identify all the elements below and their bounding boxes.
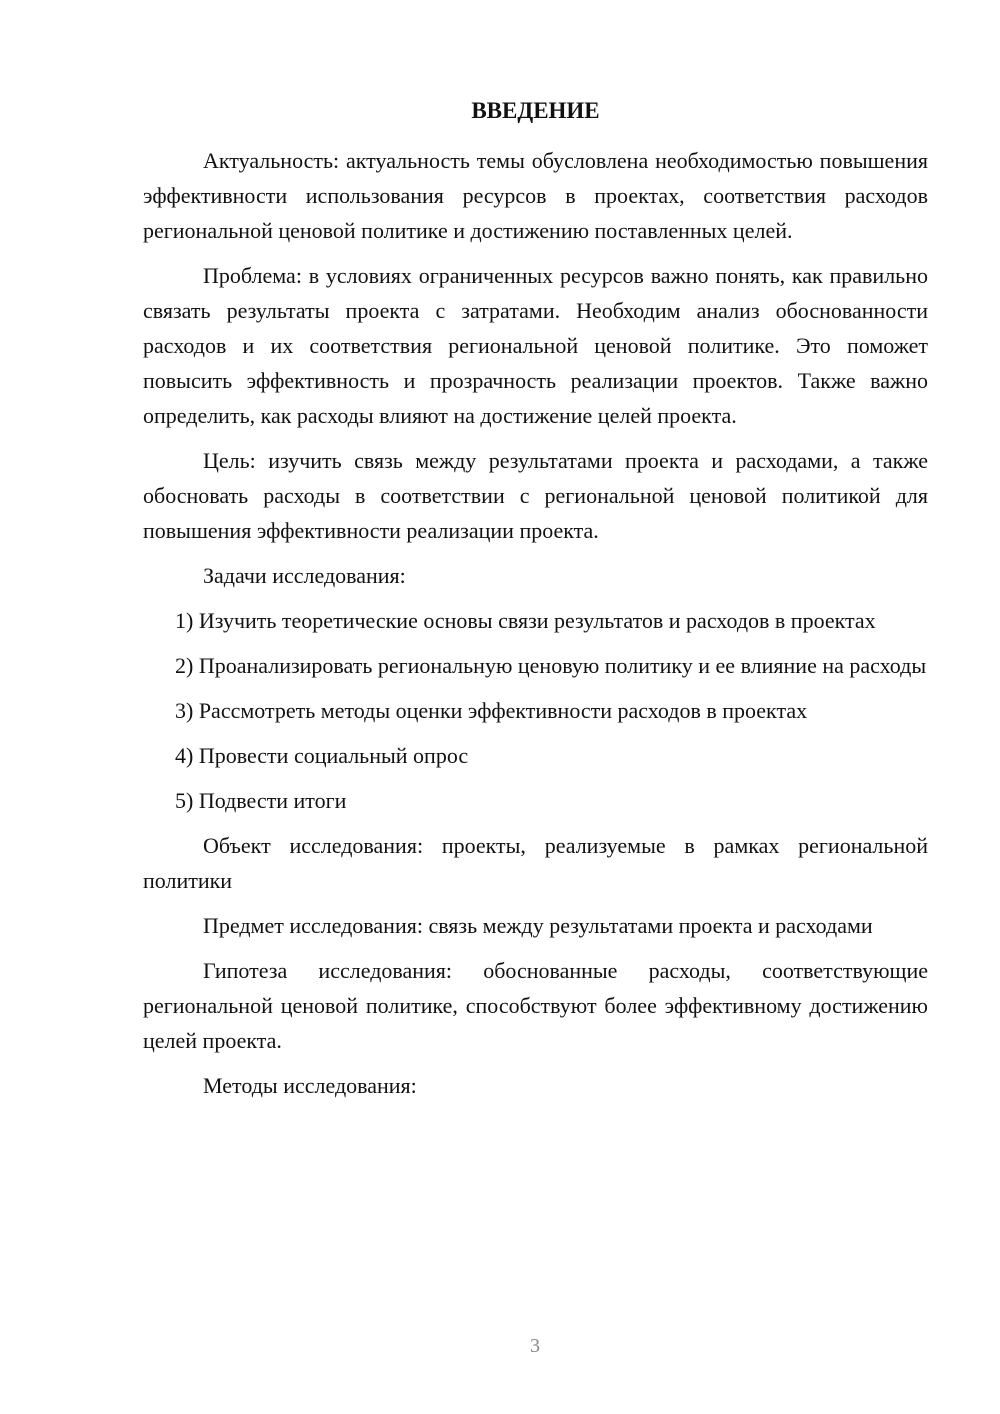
paragraph-problem: Проблема: в условиях ограниченных ресурсов важно понять, как правильно связать результаты проекта с затратами. Необходим анализ обоснованности расходов и их соответствия региональной ценовой политике. Это поможет повысить эффективность и прозрачность реализации проектов. Также важно определить, как расходы влияют на достижение целей проекта. (143, 263, 928, 428)
paragraph-methods-heading: Методы исследования: (203, 1073, 417, 1098)
page-number: 3 (530, 1335, 540, 1357)
paragraph-goal: Цель: изучить связь между результатами проекта и расходами, а также обосновать расходы в соответствии с региональной ценовой политикой для повышения эффективности реализации проекта. (143, 448, 928, 543)
task-item-4: 4) Провести социальный опрос (175, 743, 469, 768)
task-item-2: 2) Проанализировать региональную ценовую политику и ее влияние на расходы (175, 653, 927, 678)
task-item-1: 1) Изучить теоретические основы связи результатов и расходов в проектах (175, 608, 876, 633)
paragraph-hypothesis: Гипотеза исследования: обоснованные расходы, соответствующие региональной ценовой политике, способствуют более эффективному достижению целей проекта. (143, 958, 928, 1053)
task-item-5: 5) Подвести итоги (175, 788, 347, 813)
paragraph-relevance: Актуальность: актуальность темы обусловлена необходимостью повышения эффективности использования ресурсов в проектах, соответствия расходов региональной ценовой политике и достижению поставленных целей. (143, 148, 928, 243)
section-title: ВВЕДЕНИЕ (471, 98, 600, 123)
task-item-3: 3) Рассмотреть методы оценки эффективности расходов в проектах (175, 698, 808, 723)
document-page (143, 96, 928, 1113)
paragraph-subject: Предмет исследования: связь между результатами проекта и расходами (203, 913, 873, 938)
paragraph-tasks-heading: Задачи исследования: (203, 563, 406, 588)
paragraph-object: Объект исследования: проекты, реализуемые в рамках региональной политики (143, 833, 928, 893)
